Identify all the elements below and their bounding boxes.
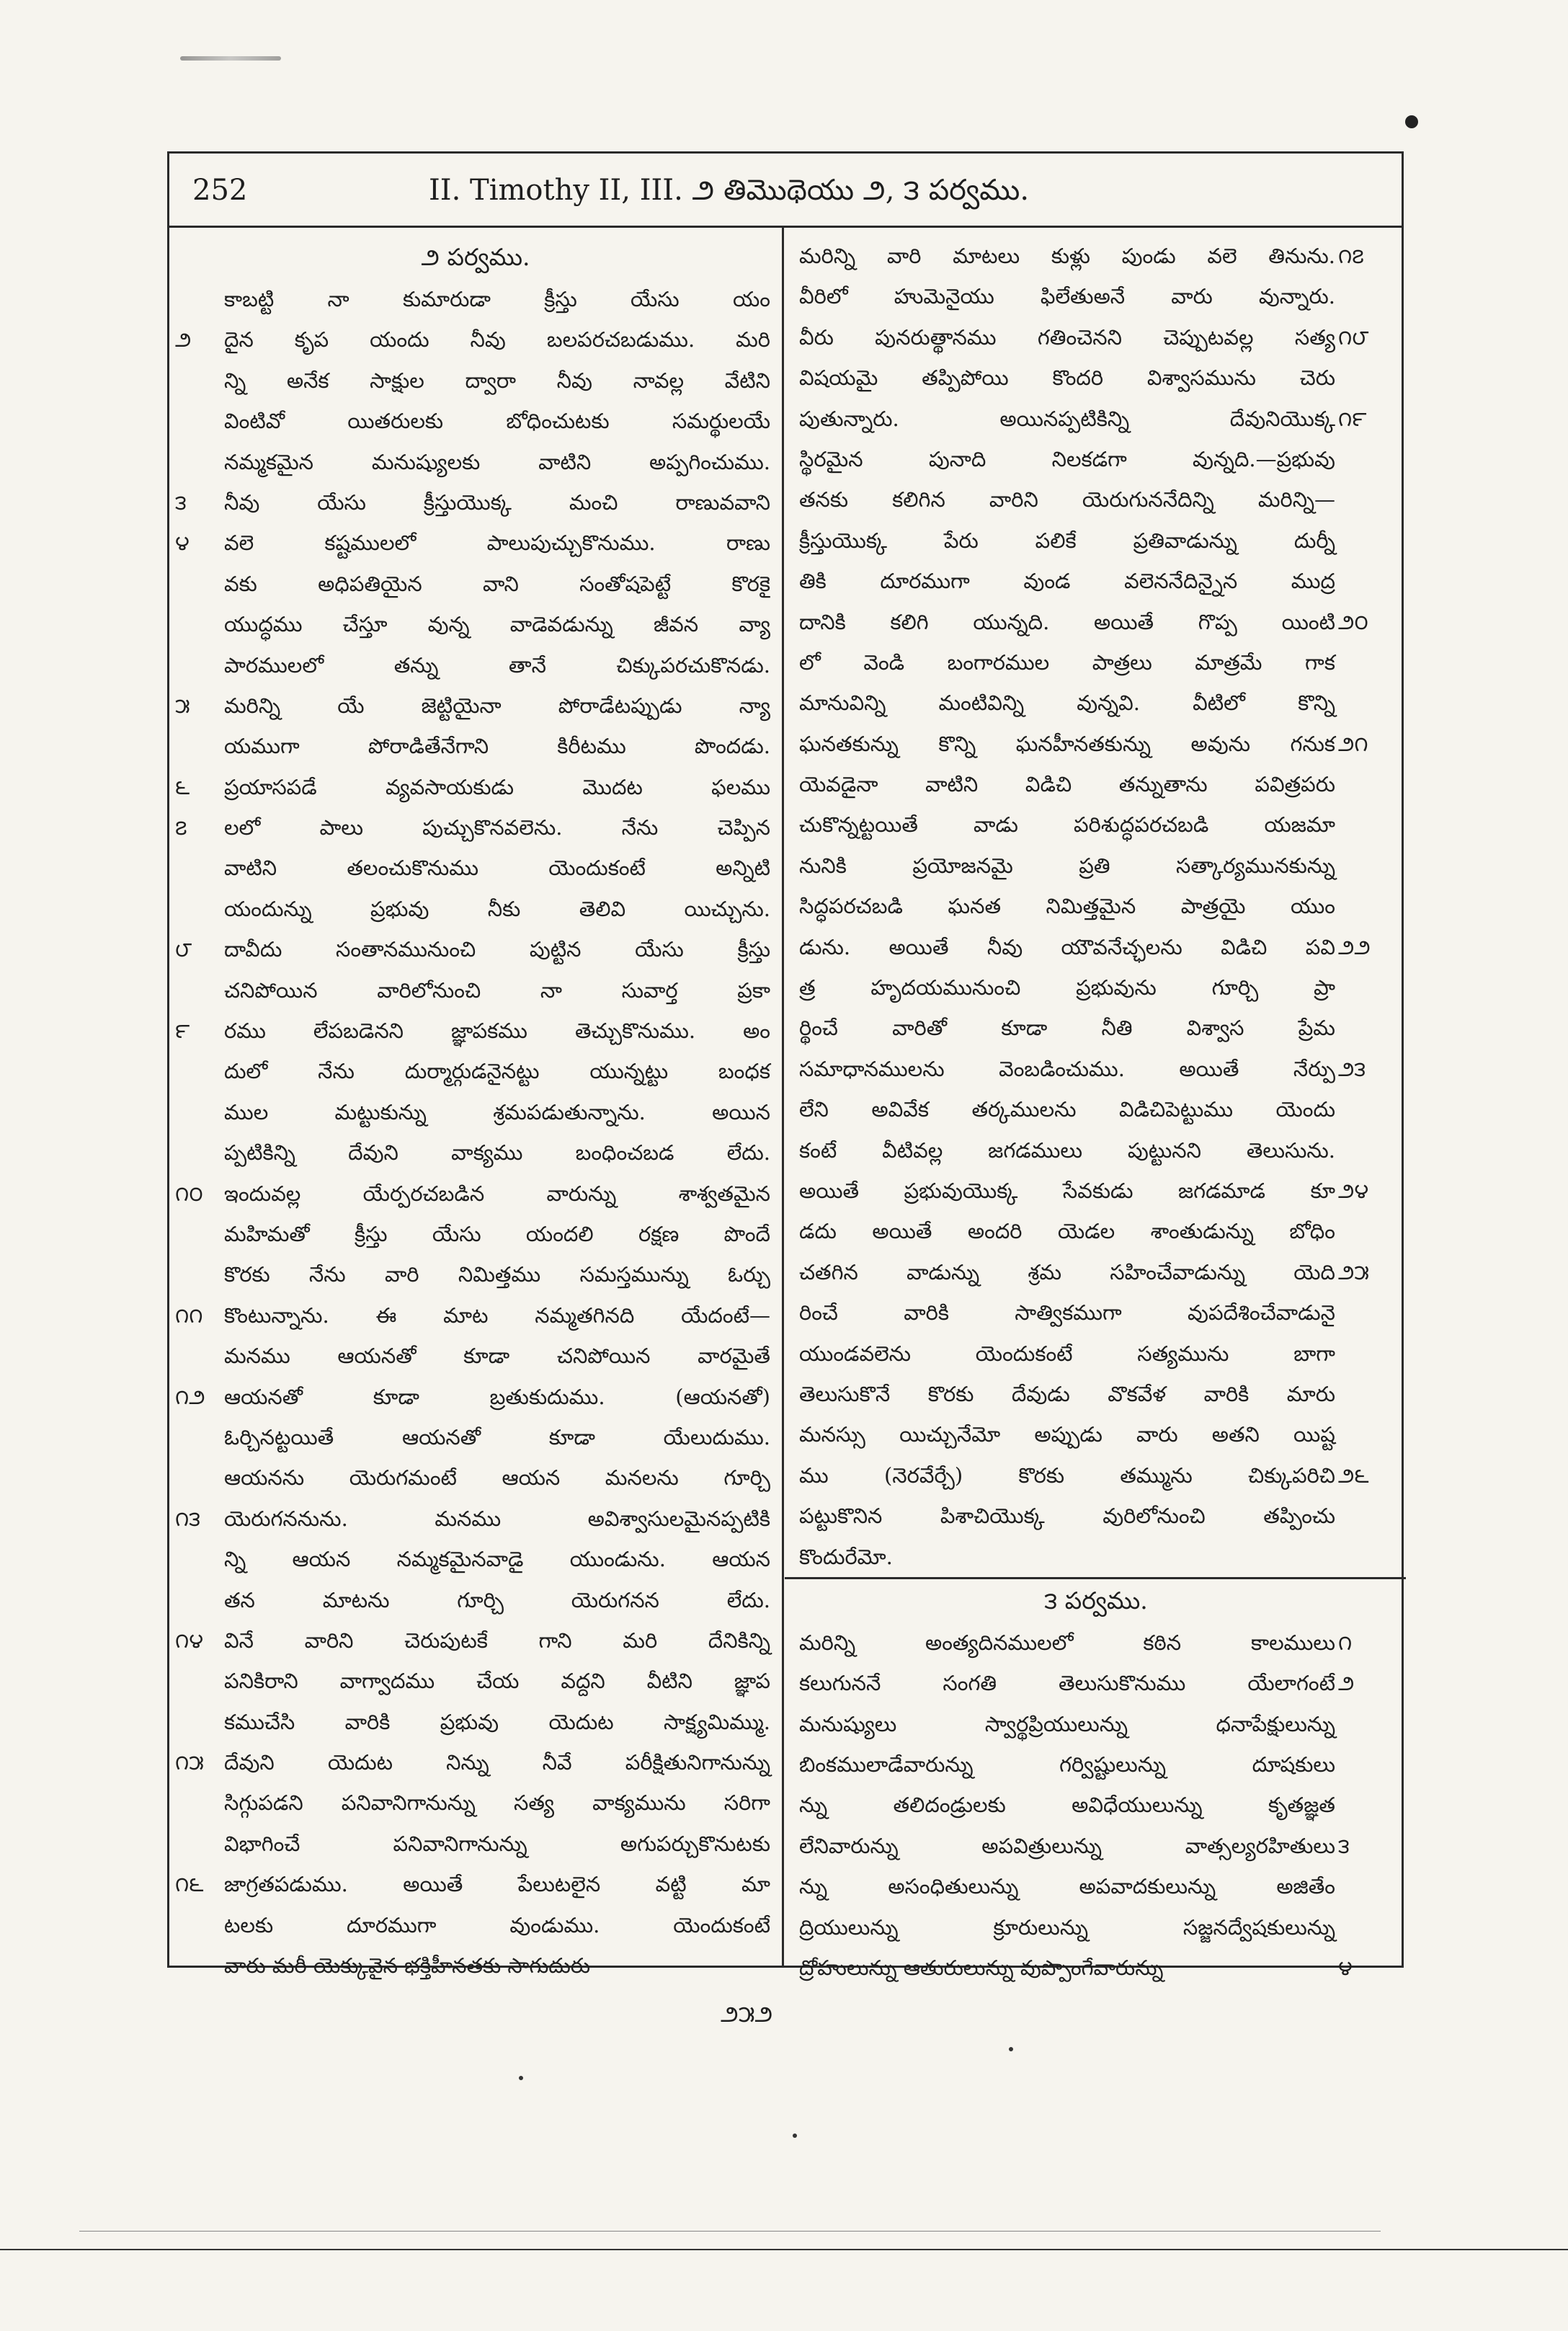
text-line <box>792 1704 1400 1744</box>
left-lines <box>175 279 776 1986</box>
column-divider <box>782 226 784 1966</box>
line-text: మరిన్ని వారి మాటలు కుళ్లు పుండు వలె తినును. <box>799 244 1335 268</box>
line-text: కొరకు నేను వారి నిమిత్తము సమస్తమున్ను ఓర్చు <box>224 1262 770 1287</box>
verse-number: ౧౦ <box>175 1181 203 1206</box>
verse-number: ౩ <box>175 489 187 515</box>
verse-number: ౧౫ <box>175 1750 204 1775</box>
text-line <box>175 929 776 969</box>
text-line <box>175 604 776 644</box>
line-text: దావీదు సంతానమునుంచి పుట్టిన యేసు క్రీస్తు <box>224 937 770 962</box>
text-line <box>175 1092 776 1132</box>
line-text: కొందురేమో. <box>799 1544 893 1569</box>
line-text: సమాధానములను వెంబడించుము. అయితే నేర్పు <box>799 1056 1335 1081</box>
text-line <box>175 482 776 523</box>
text-line <box>792 602 1400 642</box>
text-line <box>175 1580 776 1620</box>
text-line <box>792 1866 1400 1906</box>
right-column <box>792 236 1400 1988</box>
scan-speck <box>793 2134 797 2138</box>
text-line <box>792 967 1400 1008</box>
text-line <box>175 1782 776 1823</box>
line-text: విభాగించే పనివానిగానున్ను అగుపర్చుకొనుటకు <box>224 1831 770 1856</box>
text-line <box>792 1907 1400 1948</box>
line-text: న్ని అనేక సాక్షుల ద్వారా నీవు నావల్ల వేటిని <box>224 368 770 393</box>
line-text: న్ను అసంధితులున్ను అపవాదకులున్ను అజితేం <box>799 1874 1335 1899</box>
line-text: ఆయనను యెరుగమంటే ఆయన మనలను గూర్చి <box>224 1465 770 1491</box>
text-line <box>792 1455 1400 1496</box>
text-line <box>792 1826 1400 1866</box>
text-line <box>792 1785 1400 1825</box>
line-text: తనకు కలిగిన వారిని యెరుగుననేదిన్ని మరిన్ని— <box>799 487 1335 512</box>
text-line <box>792 520 1400 561</box>
page-frame <box>167 151 1404 1981</box>
line-text: వాటిని తలంచుకొనుము యెందుకంటే అన్నిటి <box>224 856 770 881</box>
text-line <box>175 1295 776 1336</box>
line-text: పనికిరాని వాగ్వాదము చేయ వద్దని వీటిని జ్ఞాప <box>224 1669 770 1694</box>
text-line <box>175 1742 776 1782</box>
text-line <box>792 1663 1400 1703</box>
line-text: స్థిరమైన పునాది నిలకడగా వున్నది.—ప్రభువు <box>799 446 1335 471</box>
line-text: ప్రయాసపడే వ్యవసాయకుడు మొదట ఫలము <box>224 774 770 799</box>
line-text: యుద్ధము చేస్తూ వున్న వాడెవడున్ను జీవన వ్యా <box>224 612 770 637</box>
line-text: మనము ఆయనతో కూడా చనిపోయిన వారమైతే <box>224 1344 770 1369</box>
text-line <box>175 645 776 685</box>
text-line <box>175 970 776 1011</box>
text-line <box>175 1173 776 1214</box>
text-line <box>175 360 776 401</box>
line-text: పుతున్నారు. అయినప్పటికిన్ని దేవునియొక్క <box>799 406 1335 431</box>
line-text: ర్థించే వారితో కూడా నీతి విశ్వాస ప్రేమ <box>799 1016 1335 1041</box>
verse-number: ౧౪ <box>175 1628 204 1653</box>
line-text: ఘనతకున్ను కొన్ని ఘనహీనతకున్ను అవును గనుక <box>799 731 1335 756</box>
line-text: ప్పటికిన్ని దేవుని వాక్యము బంధించబడ లేదు. <box>224 1140 770 1166</box>
line-text: పట్టుకొనిన పిశాచియొక్క వురిలోనుంచి తప్పించు <box>799 1504 1335 1529</box>
line-text: సిగ్గుపడని పనివానిగానున్ను సత్య వాక్యమును సరిగా <box>224 1790 770 1816</box>
text-line <box>175 1254 776 1295</box>
verse-number: ౨౪ <box>1338 1178 1369 1203</box>
text-line <box>792 479 1400 520</box>
text-line <box>175 564 776 604</box>
line-text: దేవుని యెదుట నిన్ను నీవే పరీక్షితునిగానున్ను <box>224 1750 770 1775</box>
line-text: వలె కష్టములలో పాలుపుచ్చుకొనుము. రాణు <box>224 530 770 556</box>
text-line <box>792 1049 1400 1089</box>
text-line <box>175 1417 776 1457</box>
page-header <box>169 154 1402 228</box>
text-line <box>792 1211 1400 1251</box>
text-line <box>175 685 776 726</box>
line-text: ఆయనతో కూడా బ్రతుకుదుము. (ఆయనతో) <box>224 1384 770 1409</box>
line-text: తెలుసుకొనే కొరకు దేవుడు వొకవేళ వారికి మారు <box>799 1381 1335 1406</box>
line-text: లలో పాలు పుచ్చుకొనవలెను. నేను చెప్పిన <box>224 815 770 840</box>
scan-speck <box>1009 2047 1013 2051</box>
text-line <box>792 1333 1400 1374</box>
text-line <box>792 1622 1400 1663</box>
line-text: లో వెండి బంగారముల పాత్రలు మాత్రమే గాక <box>799 649 1335 675</box>
text-line <box>175 1539 776 1579</box>
line-text: డును. అయితే నీవు యౌవనేచ్ఛలను విడిచి పవి <box>799 934 1335 959</box>
line-text: యముగా పోరాడితేనేగాని కిరీటము పొందడు. <box>224 734 770 759</box>
verse-number: ౧౩ <box>175 1506 201 1531</box>
right-lines-bottom <box>792 1622 1400 1989</box>
text-line <box>792 399 1400 439</box>
line-text: తికి దూరముగా వుండ వలెననేదిన్నైన ముద్ర <box>799 569 1335 594</box>
text-line <box>792 804 1400 845</box>
line-text: లేనివారున్ను అపవిత్రులున్ను వాత్సల్యరహితులు <box>799 1833 1335 1858</box>
text-line <box>792 1252 1400 1292</box>
line-text: ద్రోహులున్ను ఆతురులున్ను వుప్పొంగేవారున్ను <box>799 1955 1164 1981</box>
text-line <box>792 724 1400 764</box>
verse-number: ౩ <box>1338 1833 1350 1858</box>
verse-number: ౨౦ <box>1338 609 1368 634</box>
text-line <box>175 1702 776 1742</box>
line-text: నమ్మకమైన మనుష్యులకు వాటిని అప్పగించుము. <box>224 449 770 474</box>
line-text: వినే వారిని చెరుపుటకే గాని మరి దేనికిన్ని <box>224 1628 770 1653</box>
text-line <box>792 1171 1400 1211</box>
line-text: న్ను తలిదండ్రులకు అవిధేయులున్ను కృతజ్ఞత <box>799 1793 1335 1818</box>
line-text: రించే వారికి సాత్వికముగా వుపదేశించేవాడునై <box>799 1300 1335 1326</box>
text-line <box>792 1537 1400 1577</box>
text-line <box>792 1744 1400 1785</box>
line-text: యెరుగననును. మనము అవిశ్వాసులమైనప్పటికి <box>224 1506 770 1531</box>
chapter-heading-3: ౩ పర్వము. <box>1044 1586 1148 1615</box>
text-line <box>792 1374 1400 1414</box>
line-text: దానికి కలిగి యున్నది. అయితే గొప్ప యింటి <box>799 609 1335 634</box>
text-line <box>175 1051 776 1091</box>
line-text: నీవు యేసు క్రీస్తుయొక్క మంచి రాణువవాని <box>224 489 770 515</box>
bottom-rule-thin <box>79 2231 1381 2232</box>
text-line <box>175 726 776 766</box>
text-line <box>792 358 1400 398</box>
verse-number: ౪ <box>1338 1955 1353 1981</box>
verse-number: ౨౬ <box>1338 1462 1369 1488</box>
verse-number: ౧౨ <box>175 1384 205 1409</box>
verse-number: ౨౨ <box>1338 934 1371 959</box>
line-text: పారములలో తన్ను తానే చిక్కుపరచుకొనడు. <box>224 652 770 678</box>
line-text: విషయమై తప్పిపోయి కొందరి విశ్వాసమును చెరు <box>799 365 1335 391</box>
line-text: ద్రియులున్ను క్రూరులున్ను సజ్జనద్వేషకులున్ను <box>799 1914 1335 1940</box>
text-line <box>792 764 1400 804</box>
line-text: వింటివో యితరులకు బోధించుటకు సమర్థులయే <box>224 409 770 434</box>
line-text: వీరు పునరుత్థానము గతించెనని చెప్పుటవల్ల సత్య <box>799 324 1335 350</box>
text-line <box>175 1132 776 1173</box>
text-line <box>175 1864 776 1904</box>
text-line <box>792 276 1400 316</box>
text-line <box>175 401 776 441</box>
verse-number: ౧౬ <box>175 1872 204 1897</box>
text-line <box>175 442 776 482</box>
verse-number: ౬ <box>175 774 190 799</box>
line-text: కంటే వీటివల్ల జగడములు పుట్టునని తెలుసును. <box>799 1137 1335 1163</box>
text-line <box>792 439 1400 479</box>
verse-number: ౨ <box>175 327 192 352</box>
line-text: బింకములాడేవారున్ను గర్విష్టులున్ను దూషకులు <box>799 1752 1335 1777</box>
verse-number: ౫ <box>175 693 190 718</box>
verse-number: ౨౫ <box>1338 1259 1370 1284</box>
text-line <box>792 683 1400 723</box>
verse-number: ౨ <box>1338 1671 1355 1696</box>
text-line <box>792 1496 1400 1536</box>
line-text: క్రీస్తుయొక్క పేరు పలికే ప్రతివాడున్ను దుర్నీ <box>799 528 1335 553</box>
text-line <box>792 642 1400 683</box>
bottom-rule <box>0 2249 1568 2250</box>
line-text: ము (నెరవేర్చే) కొరకు తమ్మును చిక్కుపరిచి <box>799 1462 1335 1488</box>
line-text: టలకు దూరముగా వుండుము. యెందుకంటే <box>224 1912 770 1937</box>
text-line <box>175 767 776 807</box>
text-line <box>175 889 776 929</box>
line-text: రము లేపబడెనని జ్ఞాపకము తెచ్చుకొనుము. అం <box>224 1018 770 1044</box>
line-text: ఇందువల్ల యేర్పరచబడిన వారున్ను శాశ్వతమైన <box>224 1181 770 1206</box>
line-text: చుకొన్నట్టయితే వాడు పరిశుద్ధపరచబడి యజమా <box>799 812 1335 838</box>
text-line <box>175 1377 776 1417</box>
text-line <box>792 845 1400 886</box>
text-line <box>175 1457 776 1498</box>
line-text: కొంటున్నాను. ఈ మాట నమ్మతగినది యేదంటే— <box>224 1302 770 1328</box>
chapter-heading-2: ౨ పర్వము. <box>421 243 530 271</box>
text-line <box>175 1661 776 1701</box>
line-text: మరిన్ని అంత్యదినములలో కఠిన కాలములు <box>799 1630 1335 1655</box>
line-text: యుండవలెను యెందుకంటే సత్యమును బాగా <box>799 1341 1335 1366</box>
line-text: జాగ్రతపడుము. అయితే పేలుటలైన వట్టి మా <box>224 1872 770 1897</box>
text-line <box>175 1011 776 1051</box>
text-line <box>175 1945 776 1986</box>
text-line <box>792 317 1400 358</box>
running-head: II. Timothy II, III. ౨ తిమొథెయు ౨, ౩ పర్వము. <box>429 174 1030 207</box>
ink-dot <box>1405 115 1418 128</box>
line-text: దులో నేను దుర్మార్గుడనైనట్టు యున్నట్టు బంధక <box>224 1059 770 1084</box>
line-text: కాబట్టి నా కుమారుడా క్రీస్తు యేసు యం <box>224 287 770 311</box>
line-text: సిద్ధపరచబడి ఘనత నిమిత్తమైన పాత్రయై యుం <box>799 894 1335 919</box>
text-line <box>175 1336 776 1376</box>
line-text: లేని అవివేక తర్కములను విడిచిపెట్టుము యెందు <box>799 1097 1335 1122</box>
line-text: మహిమతో క్రీస్తు యేసు యందలి రక్షణ పొందే <box>224 1221 770 1246</box>
text-line <box>175 319 776 360</box>
verse-number: ౯ <box>175 1018 190 1044</box>
page-number: 252 <box>192 174 248 207</box>
text-line <box>175 1498 776 1539</box>
text-line <box>792 927 1400 967</box>
text-line <box>792 1130 1400 1171</box>
text-line <box>175 1620 776 1661</box>
line-text: మనుష్యులు స్వార్థప్రియులున్ను ధనాపేక్షులున్ను <box>799 1711 1335 1736</box>
text-line <box>175 848 776 888</box>
verse-number: ౧౮ <box>1338 324 1369 350</box>
left-column <box>175 236 776 1986</box>
line-text: వారు మరీ యెక్కువైన భక్తిహీనతకు సాగుదురు <box>224 1953 591 1979</box>
verse-number: ౧౯ <box>1338 406 1367 431</box>
line-text: కముచేసి వారికి ప్రభువు యెదుట సాక్ష్యమిమ్ము. <box>224 1709 770 1734</box>
text-line <box>792 561 1400 601</box>
line-text: మానువిన్ని మంటివిన్ని వున్నవి. వీటిలో కొన్ని <box>799 691 1335 716</box>
line-text: మరిన్ని యే జెట్టియైనా పోరాడేటప్పుడు న్యా <box>224 693 770 718</box>
text-line <box>175 1214 776 1254</box>
scan-mark <box>180 56 281 61</box>
line-text: యెవడైనా వాటిని విడిచి తన్నుతాను పవిత్రపరు <box>799 772 1335 797</box>
line-text: దైన కృప యందు నీవు బలపరచబడుము. మరి <box>224 327 770 352</box>
line-text: డదు అయితే అందరి యెడల శాంతుడున్ను బోధిం <box>799 1219 1335 1244</box>
line-text: న్ని ఆయన నమ్మకమైనవాడై యుండును. ఆయన <box>224 1547 770 1572</box>
text-line <box>175 1905 776 1945</box>
verse-number: ౨౩ <box>1338 1056 1366 1081</box>
text-line <box>175 807 776 848</box>
line-text: చనిపోయిన వారిలోనుంచి నా సువార్త ప్రకా <box>224 977 770 1003</box>
line-text: ముల మట్టుకున్ను శ్రమపడుతున్నాను. అయిన <box>224 1099 770 1124</box>
verse-number: ౧౭ <box>1338 244 1364 268</box>
verse-number: ౧౧ <box>175 1302 203 1328</box>
verse-number: ౮ <box>175 937 192 962</box>
line-text: యందున్ను ప్రభువు నీకు తెలివి యిచ్చును. <box>224 896 770 921</box>
verse-number: ౧ <box>1338 1630 1353 1655</box>
signature-mark: ౨౫౨ <box>721 2000 773 2028</box>
right-lines-top <box>792 236 1400 1577</box>
text-line <box>792 1948 1400 1988</box>
text-line <box>175 279 776 319</box>
text-line <box>792 1008 1400 1048</box>
line-text: చతగిన వాడున్ను శ్రమ సహించేవాడున్ను యెది <box>799 1259 1335 1284</box>
line-text: కలుగుననే సంగతి తెలుసుకొనుము యేలాగంటే <box>799 1671 1335 1696</box>
text-line <box>792 886 1400 926</box>
line-text: తన మాటను గూర్చి యెరుగనన లేదు. <box>224 1587 770 1612</box>
text-line <box>175 523 776 563</box>
text-line <box>792 1089 1400 1129</box>
line-text: త్ర హృదయమునుంచి ప్రభువును గూర్చి ప్రా <box>799 975 1335 1000</box>
line-text: ఓర్చినట్టయితే ఆయనతో కూడా యేలుదుము. <box>224 1424 770 1449</box>
line-text: వీరిలో హుమెనైయు ఫిలేతుఅనే వారు వున్నారు. <box>799 284 1335 309</box>
line-text: మనస్సు యిచ్చునేమో అప్పుడు వారు అతని యిష్ట <box>799 1422 1335 1447</box>
verse-number: ౨౧ <box>1338 731 1368 756</box>
verse-number: ౭ <box>175 815 187 840</box>
scan-speck <box>519 2076 523 2080</box>
text-line <box>792 1414 1400 1455</box>
text-line <box>792 236 1400 276</box>
line-text: నునికి ప్రయోజనమై ప్రతి సత్కార్యమునకున్ను <box>799 853 1335 878</box>
line-text: అయితే ప్రభువుయొక్క సేవకుడు జగడమాడ కూ <box>799 1178 1335 1203</box>
verse-number: ౪ <box>175 530 190 556</box>
text-line <box>175 1824 776 1864</box>
line-text: వకు అధిపతియైన వాని సంతోషపెట్టే కొరకై <box>224 571 770 596</box>
text-line <box>792 1292 1400 1333</box>
